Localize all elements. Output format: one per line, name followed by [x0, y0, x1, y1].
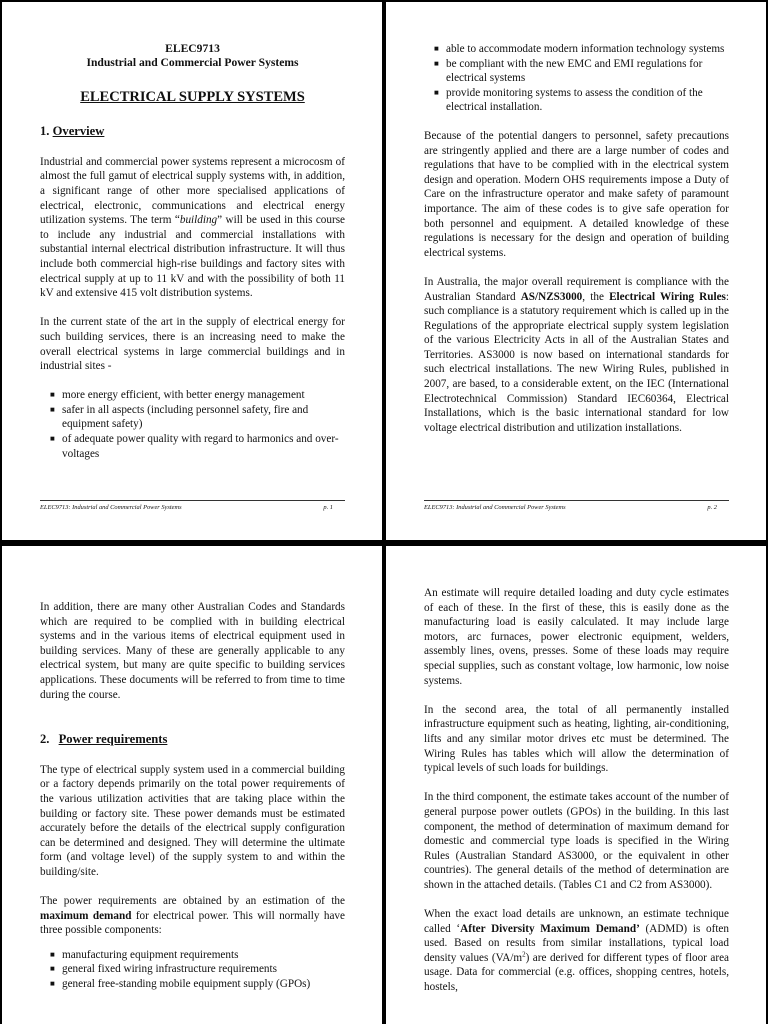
list-item	[424, 57, 729, 86]
superscript: 2	[522, 950, 526, 959]
section-1-title: Overview	[52, 124, 105, 139]
bullet-icon: ■	[434, 44, 439, 53]
section-2-heading	[40, 732, 345, 747]
bullet-icon: ■	[50, 964, 55, 974]
page-2-content	[424, 42, 729, 450]
document-page-2	[386, 2, 766, 540]
admd-paragraph	[424, 907, 729, 995]
footer-page-number: p. 1	[323, 504, 333, 511]
overview-paragraph-2: In the current state of the art in the supply of electrical energy for such building services, there is an increasing need to make the overall electrical systems in large commercial buildings and in industrial sites -	[40, 316, 345, 373]
codes-paragraph: In addition, there are many other Australian Codes and Standards which are required to be complied with in building electrical systems and in the various items of electrical equipment used in building services. Many of these are generally applicable to any electrical system, but many are quite specific to building services applications. These documents will be referred to from time to time during the course.	[40, 601, 345, 701]
list-item	[424, 86, 729, 115]
list-item-text: provide monitoring systems to assess the condition of the electrical installation.	[446, 86, 703, 114]
power-requirements-paragraph: The type of electrical supply system used in a commercial building or a factory depends primarily on the total power requirements of the various utilization activities that are taking place within the building or factory site. These power demands must be estimated accurately before the details of the electrical supply configuration can be determined and designed. They will determine the ultimate form (and voltage level) of the supply system to and within the building/site.	[40, 763, 345, 878]
text-run: for electrical power. This will normally have three possible components:	[40, 909, 345, 937]
footer-course: ELEC9713: Industrial and Commercial Power Systems	[40, 504, 182, 511]
bullet-icon: ■	[50, 390, 55, 400]
safety-paragraph: Because of the potential dangers to personnel, safety precautions are stringently applied and there are a large number of codes and regulations that have to be complied with in the electrical system design and operation. Modern OHS requirements impose a Duty of Care on the infrastructure operator and make safety of paramount importance. The aim of these codes is to give safe operation for both personnel and equipment. A detailed knowledge of these regulations is necessary for the design and operation of building electrical systems.	[424, 129, 729, 259]
infrastructure-paragraph: In the second area, the total of all permanently installed infrastructure equipment such as heating, lighting, air-conditioning, lifts and any similar motor drives etc must be determined. The Wiring Rules has tables which will allow the determination of typical levels of such loads for buildings.	[424, 703, 729, 775]
text-run: , the	[582, 290, 610, 303]
footer-course: ELEC9713: Industrial and Commercial Power Systems	[424, 504, 566, 511]
page-2-footer	[424, 500, 729, 511]
text-run: : such compliance is a statutory requirement which is called up in the Regulations of the appropriate electrical supply system legislation of the various Electricity Acts in all of the Australian States and Territories. AS3000 is now based on international standards for such electrical installations. The new Wiring Rules, published in 2007, are based, to a considerable extent, on the IEC (International Electrotechnical Commission) Standard IEC60364, Electrical Installations, which is the basic international standard for low voltage electrical distribution and utilization installations.	[424, 290, 730, 434]
standard-name: AS/NZS3000	[520, 290, 583, 303]
list-item-text: able to accommodate modern information technology systems	[446, 43, 725, 55]
document-page-3	[2, 546, 382, 1024]
section-1-number: 1.	[40, 124, 50, 139]
admd-term: After Diversity Maximum Demand’	[460, 922, 640, 935]
list-item-text: general free-standing mobile equipment supply (GPOs)	[62, 978, 311, 991]
document-page-1	[2, 2, 382, 540]
list-item	[40, 388, 345, 403]
bullet-icon: ■	[50, 949, 55, 959]
text-run: ” will be used in this course to include any industrial and commercial installations with substantial internal electrical distribution infrastructure. It will thus include both commercial high-rise buildings and factory sites with electrical supply at up to 11 kV and with the possibility of both 11 kV and extensive 415 volt distribution systems.	[40, 214, 346, 300]
section-1-heading	[40, 124, 345, 139]
course-code: ELEC9713	[165, 42, 220, 55]
overview-paragraph-1	[40, 155, 345, 301]
list-item-text: general fixed wiring infrastructure requirements	[62, 963, 277, 976]
bullet-icon: ■	[50, 979, 55, 989]
requirements-list-continued	[424, 42, 729, 115]
section-2-number: 2.	[40, 732, 50, 747]
footer-page-number: p. 2	[707, 504, 717, 511]
page-1-content	[40, 42, 345, 471]
emphasis-building: building	[179, 214, 218, 227]
maximum-demand-paragraph	[40, 894, 345, 938]
text-run: Industrial and commercial power systems represent a microcosm of almost the full gamut of electrical supply systems with, in addition, a significant range of other more specialised applications of electrical, electronic, communications and electrical energy utilization systems. The term “	[40, 155, 345, 227]
bullet-icon: ■	[50, 404, 55, 414]
requirements-list	[40, 388, 345, 461]
text-run: In Australia, the major overall requirement is compliance with the Australian Standard	[424, 275, 729, 303]
list-item	[40, 432, 345, 461]
text-run: When the exact load details are unknown, an estimate technique called ‘	[424, 908, 729, 935]
text-run: ) are derived for different types of floor area usage. Data for commercial (e.g. offices, shopping centres, hotels, hostels,	[424, 951, 729, 994]
list-item	[40, 962, 345, 977]
maximum-demand-term: maximum demand	[40, 909, 132, 922]
course-name: Industrial and Commercial Power Systems	[86, 55, 299, 69]
bullet-icon: ■	[434, 87, 439, 97]
wiring-rules-name: Electrical Wiring Rules	[609, 290, 726, 303]
list-item	[40, 977, 345, 992]
text-run: (ADMD) is often used. Based on results from similar installations, typical load density values (VA/m	[424, 922, 729, 964]
list-item	[40, 403, 345, 432]
demand-components-list	[40, 948, 345, 992]
list-item-text: safer in all aspects (including personnel safety, fire and equipment safety)	[62, 403, 309, 431]
list-item	[40, 948, 345, 963]
section-2-title: Power requirements	[58, 732, 168, 747]
list-item-text: manufacturing equipment requirements	[62, 948, 239, 961]
bullet-icon: ■	[50, 434, 55, 444]
document-title: ELECTRICAL SUPPLY SYSTEMS	[80, 88, 305, 105]
page-3-content	[40, 600, 345, 1002]
estimate-paragraph: An estimate will require detailed loading and duty cycle estimates of each of these. In the first of these, this is easily done as the manufacturing load is easily calculated. It may include large motors, arc furnaces, power electronic equipment, welders, assembly lines, ovens, presses. Some of these loads may require special supplies, such as constant voltage, low harmonic, low noise systems.	[424, 587, 729, 687]
document-page-4	[386, 546, 766, 1024]
list-item-text: more energy efficient, with better energy management	[62, 389, 305, 402]
standards-paragraph	[424, 275, 729, 436]
text-run: The power requirements are obtained by an estimation of the	[40, 895, 345, 908]
gpo-paragraph: In the third component, the estimate takes account of the number of general purpose power outlets (GPOs) in the building. In this last component, the method of determination of maximum demand for domestic and commercial type loads is specified in the Wiring Rules (Australian Standard AS3000, or the equivalent in other countries). The general details of the method of determination are shown in the attached details. (Tables C1 and C2 from AS3000).	[424, 791, 729, 891]
page-1-footer	[40, 500, 345, 511]
list-item-text: of adequate power quality with regard to harmonics and over-voltages	[62, 433, 339, 460]
list-item-text: be compliant with the new EMC and EMI regulations for electrical systems	[446, 57, 703, 85]
page-4-content	[424, 586, 729, 1009]
list-item	[424, 42, 729, 57]
bullet-icon: ■	[434, 58, 439, 68]
